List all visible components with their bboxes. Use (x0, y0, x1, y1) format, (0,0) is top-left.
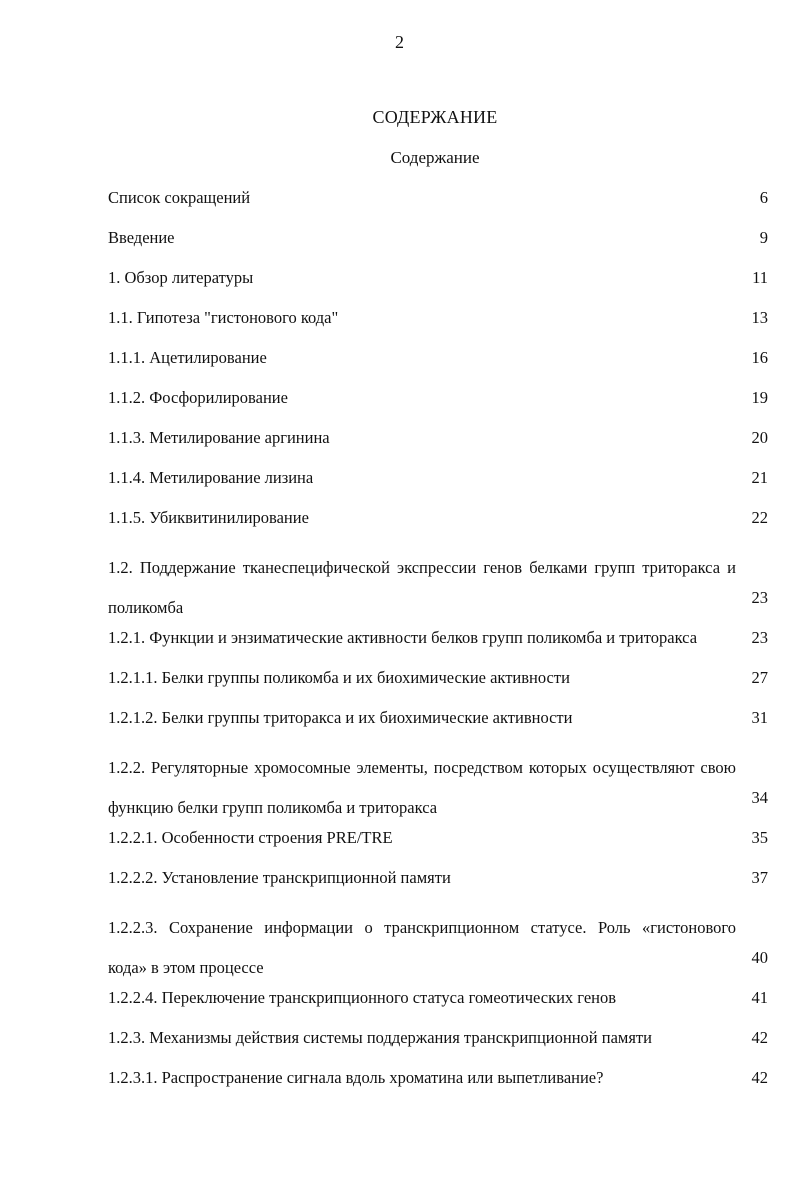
toc-entry-page: 42 (751, 1068, 768, 1087)
toc-entry (108, 868, 768, 908)
toc-entry (108, 908, 768, 988)
toc-entry-page: 22 (751, 508, 768, 527)
toc-entry-title: 1.1.5. Убиквитинилирование (108, 508, 309, 527)
toc-entry-title: 1.2.2.1. Особенности строения PRE/TRE (108, 828, 393, 847)
toc-entry-title (108, 748, 736, 828)
page-subtitle: Содержание (390, 148, 480, 167)
toc-entry-page: 11 (752, 268, 768, 287)
toc-entry (108, 468, 768, 508)
toc-entry (108, 308, 768, 348)
toc-entry-title (108, 548, 736, 628)
toc-entry-title: 1. Обзор литературы (108, 268, 254, 287)
toc-entry-title: 1.1.3. Метилирование аргинина (108, 428, 330, 447)
toc-entry-page: 41 (751, 988, 768, 1007)
toc-entry (108, 708, 768, 748)
toc-entry (108, 388, 768, 428)
toc-entry (108, 828, 768, 868)
table-of-contents (108, 188, 768, 1108)
toc-entry (108, 428, 768, 468)
toc-entry-title: 1.1. Гипотеза "гистонового кода" (108, 308, 339, 327)
toc-entry-title (108, 908, 736, 988)
toc-entry-title-line-2: поликомба (108, 598, 184, 617)
toc-entry (108, 188, 768, 228)
toc-entry-title: Введение (108, 228, 175, 247)
toc-entry-page: 23 (751, 628, 768, 647)
toc-entry (108, 1068, 768, 1108)
toc-entry-page: 40 (751, 948, 768, 967)
toc-entry-title-line-2: кода» в этом процессе (108, 958, 264, 977)
toc-entry-title: 1.1.4. Метилирование лизина (108, 468, 314, 487)
toc-entry (108, 668, 768, 708)
toc-entry (108, 508, 768, 548)
toc-entry-title-line-1: 1.2.2. Регуляторные хромосомные элементы, посредством которых осуществляют свою (108, 758, 736, 777)
toc-entry-page: 27 (751, 668, 768, 687)
toc-entry-title: 1.2.3.1. Распространение сигнала вдоль хроматина или выпетливание? (108, 1068, 604, 1087)
toc-entry (108, 348, 768, 388)
toc-entry-title: 1.2.2.2. Установление транскрипционной памяти (108, 868, 451, 887)
toc-entry (108, 628, 768, 668)
toc-entry-title: Список сокращений (108, 188, 251, 207)
toc-entry-page: 13 (751, 308, 768, 327)
toc-entry-page: 21 (751, 468, 768, 487)
toc-entry-title: 1.2.2.4. Переключение транскрипционного статуса гомеотических генов (108, 988, 617, 1007)
toc-entry-title: 1.1.2. Фосфорилирование (108, 388, 288, 407)
toc-entry-title: 1.2.1.2. Белки группы триторакса и их биохимические активности (108, 708, 573, 727)
toc-entry (108, 1028, 768, 1068)
toc-entry (108, 748, 768, 828)
toc-entry-title-line-1: 1.2. Поддержание тканеспецифической экспрессии генов белками групп триторакса и (108, 558, 736, 577)
toc-entry-page: 37 (751, 868, 768, 887)
toc-entry-page: 35 (751, 828, 768, 847)
toc-entry-title-line-2: функцию белки групп поликомба и триторакса (108, 798, 438, 817)
page-title: СОДЕРЖАНИЕ (372, 107, 498, 127)
toc-entry-page: 34 (751, 788, 768, 807)
toc-entry-page: 23 (751, 588, 768, 607)
toc-entry (108, 228, 768, 268)
toc-entry-page: 16 (751, 348, 768, 367)
toc-entry-title: 1.2.1.1. Белки группы поликомба и их биохимические активности (108, 668, 570, 687)
toc-entry-title: 1.2.1. Функции и энзиматические активности белков групп поликомба и триторакса (108, 628, 698, 647)
toc-entry-title: 1.1.1. Ацетилирование (108, 348, 267, 367)
toc-entry-page: 31 (751, 708, 768, 727)
toc-entry-page: 6 (759, 188, 768, 207)
toc-entry (108, 988, 768, 1028)
page-number: 2 (395, 32, 404, 52)
toc-entry-page: 9 (759, 228, 768, 247)
toc-entry (108, 548, 768, 628)
toc-entry-title-line-1: 1.2.2.3. Сохранение информации о транскрипционном статусе. Роль «гистонового (108, 918, 736, 937)
toc-entry-page: 20 (751, 428, 768, 447)
toc-entry-title: 1.2.3. Механизмы действия системы поддержания транскрипционной памяти (108, 1028, 652, 1047)
toc-entry-page: 19 (751, 388, 768, 407)
toc-entry (108, 268, 768, 308)
toc-entry-page: 42 (751, 1028, 768, 1047)
